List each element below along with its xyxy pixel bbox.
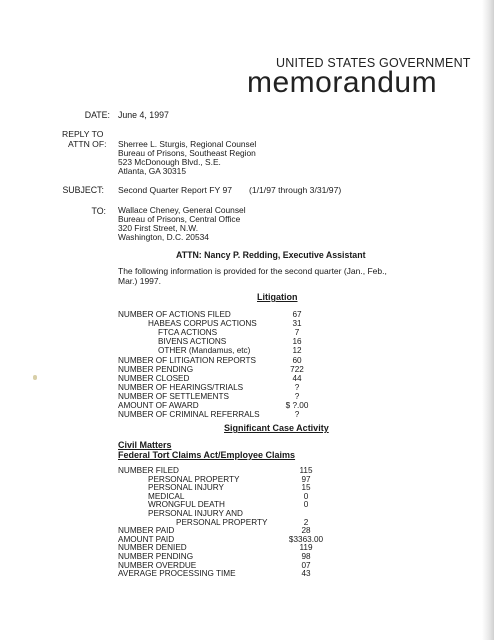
activity-row-label: AVERAGE PROCESSING TIME [118, 569, 236, 579]
activity-row-label: NUMBER DENIED [118, 543, 187, 553]
litigation-row-label: NUMBER OF CRIMINAL REFERRALS [118, 410, 260, 420]
activity-row-value: 0 [303, 491, 309, 501]
litigation-row-label: OTHER (Mandamus, etc) [158, 346, 251, 356]
activity-row-value: 98 [301, 552, 311, 561]
from-line-3: 523 McDonough Blvd., S.E. [118, 157, 221, 167]
intro-line-1: The following information is provided for the second quarter (Jan., Feb., [118, 266, 387, 276]
intro-line-2: Mar.) 1997. [118, 276, 161, 286]
litigation-row-value: ? [294, 391, 300, 401]
activity-row-value: 2 [303, 517, 309, 527]
from-line-4: Atlanta, GA 30315 [118, 166, 186, 176]
agency-heading: UNITED STATES GOVERNMENT [276, 56, 471, 70]
subject-range: (1/1/97 through 3/31/97) [249, 185, 342, 195]
activity-row-label: MEDICAL [148, 491, 185, 501]
litigation-row-value: ? [294, 410, 300, 420]
litigation-row-label: NUMBER PENDING [118, 364, 194, 374]
litigation-row-value: 67 [292, 310, 302, 319]
to-line-2: Bureau of Prisons, Central Office [118, 214, 241, 224]
activity-row-value: 115 [299, 466, 313, 475]
litigation-row-label: NUMBER OF LITIGATION REPORTS [118, 355, 256, 365]
activity-row-label: PERSONAL PROPERTY [176, 517, 268, 527]
activity-row-value: 15 [301, 483, 311, 493]
civil-matters-heading: Civil Matters [118, 440, 172, 450]
litigation-row-label: NUMBER OF ACTIONS FILED [118, 310, 231, 319]
activity-row-label: PERSONAL INJURY AND [148, 509, 243, 518]
activity-row-value: $3363.00 [288, 534, 324, 544]
activity-row-value: 43 [301, 569, 311, 579]
activity-row-label: PERSONAL PROPERTY [148, 474, 240, 484]
to-line-3: 320 First Street, N.W. [118, 223, 199, 233]
litigation-row-value: 60 [292, 355, 302, 365]
activity-row-label: NUMBER PENDING [118, 552, 194, 561]
to-line-4: Washington, D.C. 20534 [118, 232, 209, 242]
activity-row-label: NUMBER FILED [118, 466, 179, 475]
litigation-row-label: FTCA ACTIONS [158, 328, 218, 338]
activity-row-value: 97 [301, 474, 311, 484]
litigation-row-value: 16 [292, 337, 302, 347]
litigation-row-label: NUMBER OF SETTLEMENTS [118, 391, 229, 401]
activity-row-label: PERSONAL INJURY [148, 483, 224, 493]
activity-row-label: NUMBER OVERDUE [118, 560, 197, 570]
memo-title: memorandum [247, 66, 438, 99]
litigation-row-label: NUMBER CLOSED [118, 373, 190, 383]
litigation-row-value: 722 [290, 364, 304, 374]
page-edge-shadow [482, 0, 494, 640]
litigation-row-value: 44 [292, 373, 302, 383]
litigation-heading: Litigation [257, 292, 298, 302]
activity-row-value: 28 [301, 526, 311, 536]
litigation-row-value: 7 [294, 328, 300, 338]
litigation-row-label: NUMBER OF HEARINGS/TRIALS [118, 382, 244, 392]
to-label: TO: [91, 206, 106, 216]
to-line-1: Wallace Cheney, General Counsel [118, 205, 246, 215]
subject-value: Second Quarter Report FY 97 [118, 185, 233, 195]
activity-heading: Significant Case Activity [224, 423, 329, 433]
litigation-row-label: HABEAS CORPUS ACTIONS [148, 319, 257, 329]
litigation-row-value: 31 [292, 319, 302, 329]
litigation-row-value: 12 [292, 346, 302, 356]
activity-row-value: 119 [299, 543, 313, 553]
ftca-heading: Federal Tort Claims Act/Employee Claims [118, 450, 296, 460]
activity-row-label: AMOUNT PAID [118, 534, 175, 544]
litigation-row-value: ? [294, 382, 300, 392]
from-line-2: Bureau of Prisons, Southeast Region [118, 148, 256, 158]
activity-row-value: 07 [301, 560, 311, 570]
date-value: June 4, 1997 [118, 110, 169, 120]
activity-row-label: NUMBER PAID [118, 526, 175, 536]
attn-of-label: ATTN OF: [68, 139, 107, 149]
attn-line: ATTN: Nancy P. Redding, Executive Assistant [176, 250, 366, 260]
litigation-row-value: $ ?.00 [285, 401, 309, 410]
activity-row-label: WRONGFUL DEATH [148, 500, 225, 510]
reply-to-label: REPLY TO [62, 129, 104, 139]
paper-speck [33, 375, 37, 380]
litigation-row-label: BIVENS ACTIONS [158, 337, 227, 347]
date-label: DATE: [84, 110, 110, 120]
from-line-1: Sherree L. Sturgis, Regional Counsel [118, 139, 257, 149]
activity-row-value: 0 [303, 500, 309, 510]
subject-label: SUBJECT: [62, 185, 104, 195]
litigation-row-label: AMOUNT OF AWARD [118, 401, 199, 410]
